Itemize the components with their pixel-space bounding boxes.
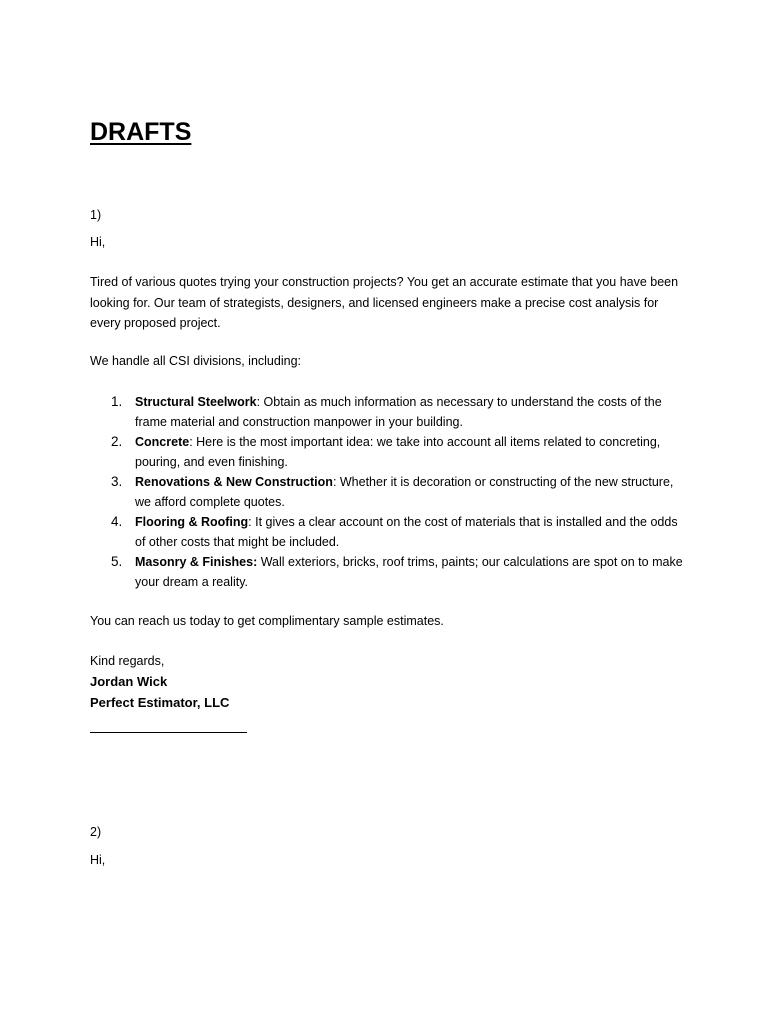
draft-1-regards: Kind regards, [90,654,165,668]
list-item [90,392,690,432]
list-item [90,472,690,512]
list-item [90,552,690,592]
csi-division-list [90,392,690,592]
list-item-term: Structural Steelwork [135,395,257,409]
draft-1-greeting: Hi, [90,235,106,249]
list-item-term: Renovations & New Construction [135,475,333,489]
list-item-text: : Obtain as much information as necessary to understand the costs of the frame material and construction manpower in your building. [135,395,662,429]
list-item [90,432,690,472]
list-item-term: Flooring & Roofing [135,515,249,529]
draft-1-handle-line: We handle all CSI divisions, including: [90,354,301,368]
list-item [90,512,690,552]
list-item-number: 3. [111,474,123,489]
draft-2-greeting: Hi, [90,853,106,867]
list-item-text: : Whether it is decoration or constructing of the new structure, we afford complete quotes. [135,475,674,509]
list-item-term: Concrete [135,435,190,449]
list-item-number: 5. [111,554,123,569]
list-item-text: : It gives a clear account on the cost of materials that is installed and the odds of other costs that might be included. [135,515,678,549]
signature-company: Perfect Estimator, LLC [90,695,230,710]
list-item-number: 2. [111,434,123,449]
page-title: DRAFTS [90,118,192,146]
draft-1-number: 1) [90,208,102,222]
draft-1-closing-line: You can reach us today to get complimentary sample estimates. [90,614,444,628]
draft-1-intro: Tired of various quotes trying your construction projects? You get an accurate estimate that you have been looking for. Our team of strategists, designers, and licensed engineers make a precise cost analysis for every proposed project. [90,275,679,330]
list-item-text: Wall exteriors, bricks, roof trims, paints; our calculations are spot on to make your dream a reality. [135,555,683,589]
signature-line [90,732,247,733]
list-item-term: Masonry & Finishes: [135,555,258,569]
list-item-number: 1. [111,394,123,409]
signature-name: Jordan Wick [90,674,168,689]
list-item-text: : Here is the most important idea: we take into account all items related to concreting, pouring, and even finishing. [135,435,661,469]
draft-2-number: 2) [90,825,102,839]
list-item-number: 4. [111,514,123,529]
